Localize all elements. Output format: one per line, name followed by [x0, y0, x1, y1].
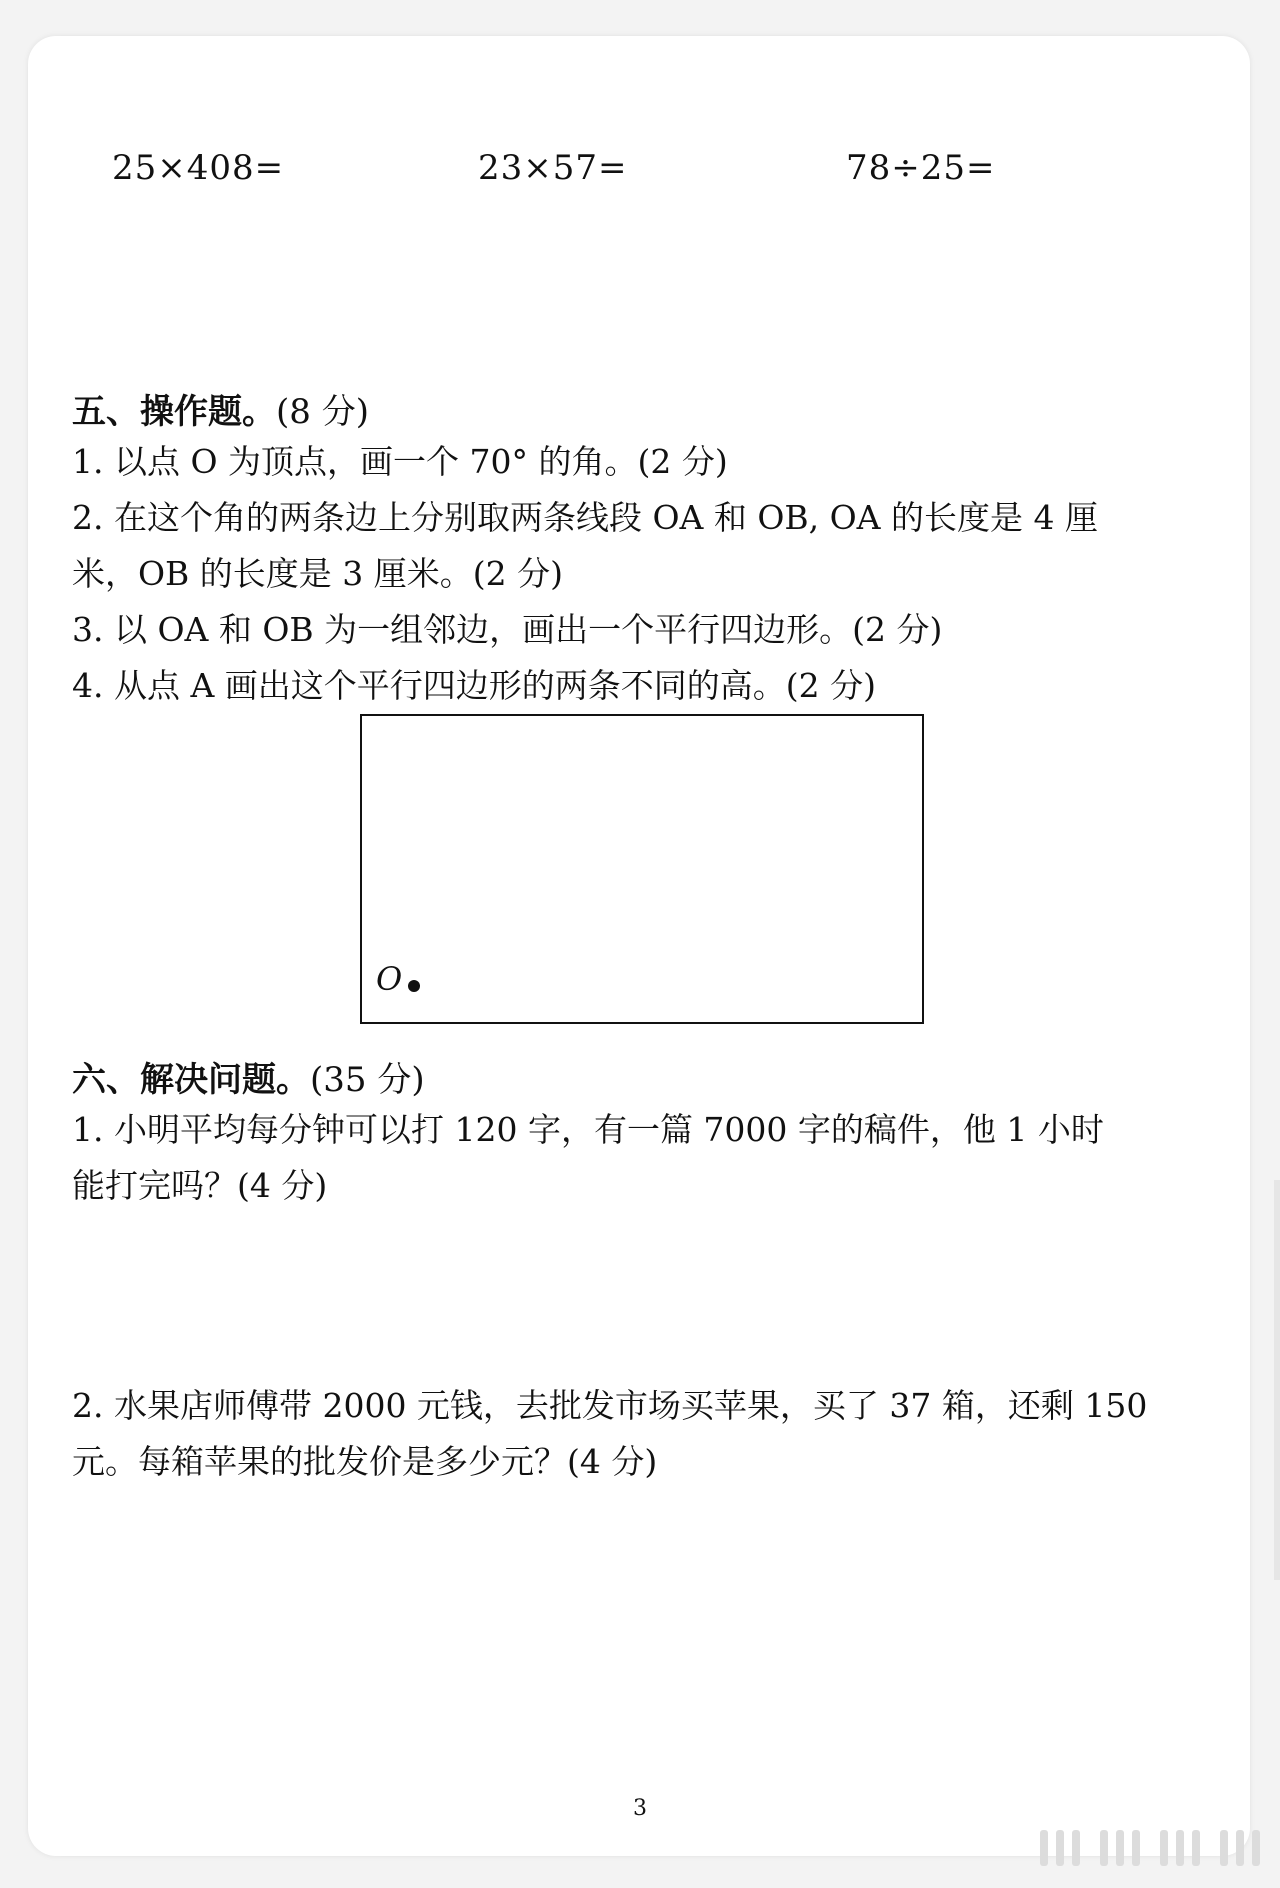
section-5-title	[72, 384, 369, 433]
section-5-score: (8 分)	[276, 392, 369, 432]
section-5-item-4: 4. 从点 A 画出这个平行四边形的两条不同的高。(2 分)	[72, 666, 877, 705]
question-2-line-1: 2. 水果店师傅带 2000 元钱，去批发市场买苹果，买了 37 箱，还剩 150	[72, 1386, 1148, 1425]
point-o-dot	[408, 980, 420, 992]
question-1-line-2: 能打完吗？(4 分)	[72, 1166, 328, 1205]
section-6-title	[72, 1052, 425, 1101]
section-5-item-2-cont: 米，OB 的长度是 3 厘米。(2 分)	[72, 554, 564, 593]
section-6-score: (35 分)	[310, 1060, 425, 1100]
point-o-label: O	[376, 960, 403, 998]
page-number: 3	[633, 1796, 647, 1821]
image-strip-thumbnails	[1040, 1830, 1280, 1868]
section-5-item-2: 2. 在这个角的两条边上分别取两条线段 OA 和 OB, OA 的长度是 4 厘	[72, 498, 1098, 537]
calculation-2: 23×57=	[478, 148, 628, 188]
section-5-heading: 五、操作题。	[72, 392, 276, 432]
question-1-line-1: 1. 小明平均每分钟可以打 120 字，有一篇 7000 字的稿件，他 1 小时	[72, 1110, 1104, 1149]
scroll-edge	[1274, 1180, 1280, 1580]
section-6-heading: 六、解决问题。	[72, 1060, 310, 1100]
calculation-3: 78÷25=	[846, 148, 996, 188]
question-2-line-2: 元。每箱苹果的批发价是多少元？(4 分)	[72, 1442, 658, 1481]
drawing-area[interactable]	[360, 714, 924, 1024]
section-5-item-1: 1. 以点 O 为顶点，画一个 70° 的角。(2 分)	[72, 442, 728, 481]
section-5-item-3: 3. 以 OA 和 OB 为一组邻边，画出一个平行四边形。(2 分)	[72, 610, 943, 649]
calculation-1: 25×408=	[112, 148, 285, 188]
